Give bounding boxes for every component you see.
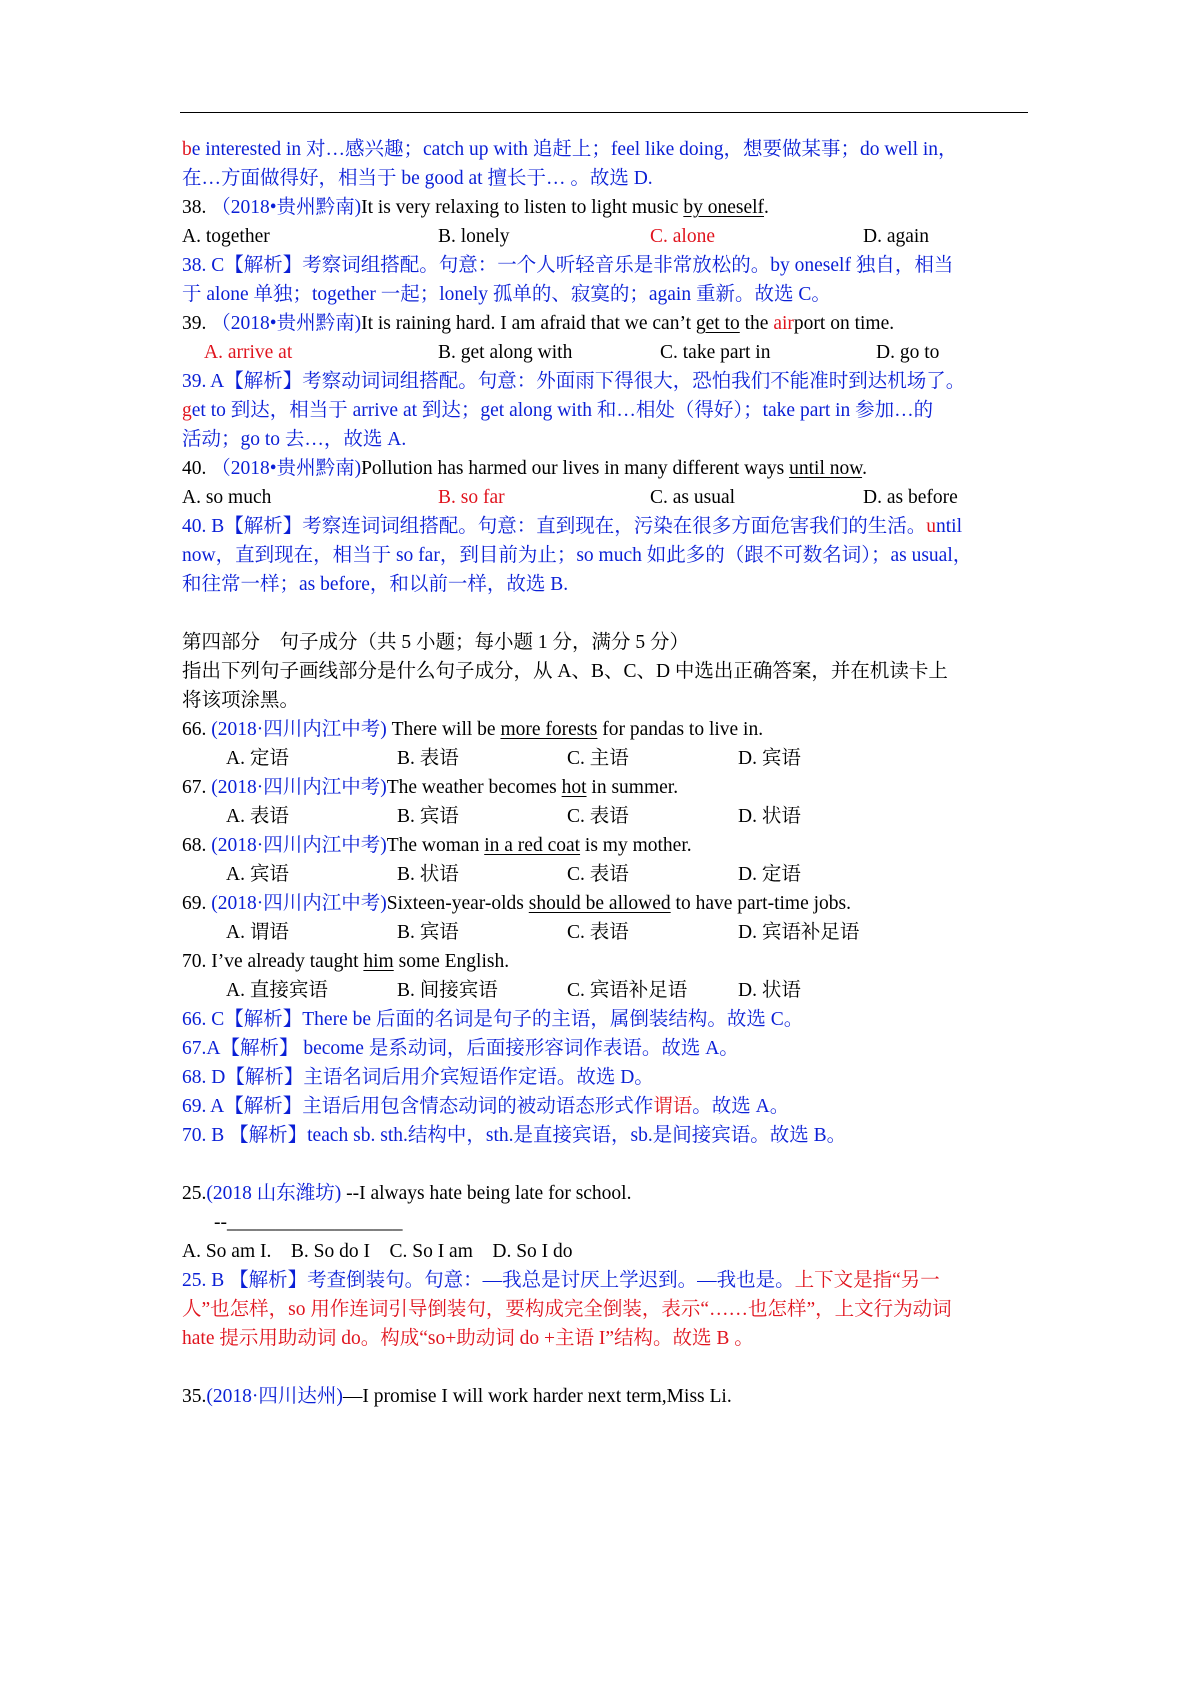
answer-39-line3: 活动；go to 去…，故选 A.: [182, 429, 407, 450]
question-39: 39. （2018•贵州黔南)It is raining hard. I am afraid that we can’t get to the airport on time.: [182, 313, 895, 334]
option-39-c: C. take part in: [660, 342, 771, 363]
question-40: 40. （2018•贵州黔南)Pollution has harmed our lives in many different ways until now.: [182, 458, 867, 479]
option-68-a: A. 宾语: [226, 864, 289, 885]
underlined-phrase: should be allowed: [528, 893, 671, 914]
answer-66: 66. C【解析】There be 后面的名词是句子的主语，属倒装结构。故选 C。: [182, 1009, 804, 1030]
option-40-c: C. as usual: [650, 487, 736, 508]
option-66-b: B. 表语: [397, 748, 459, 769]
option-39-b: B. get along with: [438, 342, 573, 363]
answer-25-line2: 人”也怎样，so 用作连词引导倒装句，要构成完全倒装，表示“……也怎样”，上文行为动词: [182, 1299, 952, 1320]
answer-38-line2: 于 alone 单独；together 一起；lonely 孤单的、寂寞的；again 重新。故选 C。: [182, 284, 831, 305]
question-25: 25.(2018 山东潍坊) --I always hate being late for school.: [182, 1183, 632, 1204]
underlined-phrase: him: [363, 951, 394, 972]
option-66-c: C. 主语: [567, 748, 629, 769]
answer-40-line1: 40. B【解析】考察连词词组搭配。句意：直到现在，污染在很多方面危害我们的生活。until: [182, 516, 963, 537]
option-38-a: A. together: [182, 226, 270, 247]
answer-39-line1: 39. A【解析】考察动词词组搭配。句意：外面雨下得很大，恐怕我们不能准时到达机场了。: [182, 371, 966, 392]
question-69: 69. (2018·四川内江中考)Sixteen-year-olds should be allowed to have part-time jobs.: [182, 893, 851, 914]
answer-69: 69. A【解析】主语后用包含情态动词的被动语态形式作谓语。故选 A。: [182, 1096, 790, 1117]
question-67: 67. (2018·四川内江中考)The weather becomes hot in summer.: [182, 777, 679, 798]
answer-40-line2: now，直到现在，相当于 so far，到目前为止；so much 如此多的（跟不可数名词）；as usual，: [182, 545, 973, 566]
option-70-b: B. 间接宾语: [397, 980, 498, 1001]
question-70: 70. I’ve already taught him some English.: [182, 951, 510, 972]
section-title: 第四部分 句子成分（共 5 小题；每小题 1 分，满分 5 分）: [182, 632, 690, 653]
answer-70: 70. B 【解析】teach sb. sth.结构中，sth.是直接宾语，sb.是间接宾语。故选 B。: [182, 1125, 847, 1146]
underlined-phrase: more forests: [500, 719, 598, 740]
underlined-phrase: hot: [561, 777, 587, 798]
question-68: 68. (2018·四川内江中考)The woman in a red coat is my mother.: [182, 835, 692, 856]
question-66: 66. (2018·四川内江中考) There will be more forests for pandas to live in.: [182, 719, 764, 740]
underlined-phrase: by oneself: [683, 197, 765, 218]
option-69-b: B. 宾语: [397, 922, 459, 943]
option-40-b: B. so far: [438, 487, 505, 508]
option-40-d: D. as before: [863, 487, 958, 508]
explanation-37-line2: 在…方面做得好，相当于 be good at 擅长于… 。故选 D.: [182, 168, 653, 189]
question-38: 38. （2018•贵州黔南)It is very relaxing to listen to light music by oneself.: [182, 197, 769, 218]
option-69-d: D. 宾语补足语: [738, 922, 860, 943]
question-35: 35.(2018·四川达州)—I promise I will work harder next term,Miss Li.: [182, 1386, 732, 1407]
option-39-d: D. go to: [876, 342, 940, 363]
option-39-a: A. arrive at: [204, 342, 293, 363]
underlined-phrase: until now: [789, 458, 863, 479]
option-66-a: A. 定语: [226, 748, 289, 769]
explanation-37-line1: be interested in 对…感兴趣；catch up with 追赶上；feel like doing，想要做某事；do well in，: [182, 139, 958, 160]
header-rule: [180, 112, 1028, 113]
option-68-b: B. 状语: [397, 864, 459, 885]
option-40-a: A. so much: [182, 487, 272, 508]
option-69-c: C. 表语: [567, 922, 629, 943]
answer-67: 67.A【解析】 become 是系动词，后面接形容词作表语。故选 A。: [182, 1038, 739, 1059]
answer-40-line3: 和往常一样；as before，和以前一样，故选 B.: [182, 574, 569, 595]
underlined-phrase: get to: [695, 313, 740, 334]
options-25: A. So am I. B. So do I C. So I am D. So I do: [182, 1241, 573, 1262]
option-67-c: C. 表语: [567, 806, 629, 827]
option-38-b: B. lonely: [438, 226, 510, 247]
answer-25-line3: hate 提示用助动词 do。构成“so+助动词 do +主语 I”结构。故选 B 。: [182, 1328, 754, 1349]
section-instruction-line2: 将该项涂黑。: [182, 690, 300, 711]
option-70-d: D. 状语: [738, 980, 801, 1001]
option-67-a: A. 表语: [226, 806, 289, 827]
option-68-c: C. 表语: [567, 864, 629, 885]
answer-68: 68. D【解析】主语名词后用介宾短语作定语。故选 D。: [182, 1067, 654, 1088]
answer-blank-25: --__________________: [214, 1212, 403, 1233]
section-instruction-line1: 指出下列句子画线部分是什么句子成分，从 A、B、C、D 中选出正确答案，并在机读卡上: [182, 661, 948, 682]
option-66-d: D. 宾语: [738, 748, 801, 769]
option-38-c: C. alone: [650, 226, 715, 247]
underlined-phrase: in a red coat: [484, 835, 581, 856]
answer-25-line1: 25. B 【解析】考查倒装句。句意：—我总是讨厌上学迟到。—我也是。上下文是指“另一: [182, 1270, 940, 1291]
option-38-d: D. again: [863, 226, 930, 247]
answer-39-line2: get to 到达，相当于 arrive at 到达；get along with 和…相处（得好）；take part in 参加…的: [182, 400, 934, 421]
option-68-d: D. 定语: [738, 864, 801, 885]
option-69-a: A. 谓语: [226, 922, 289, 943]
option-67-d: D. 状语: [738, 806, 801, 827]
option-67-b: B. 宾语: [397, 806, 459, 827]
option-70-a: A. 直接宾语: [226, 980, 328, 1001]
option-70-c: C. 宾语补足语: [567, 980, 688, 1001]
answer-38-line1: 38. C【解析】考察词组搭配。句意：一个人听轻音乐是非常放松的。by oneself 独自，相当: [182, 255, 954, 276]
